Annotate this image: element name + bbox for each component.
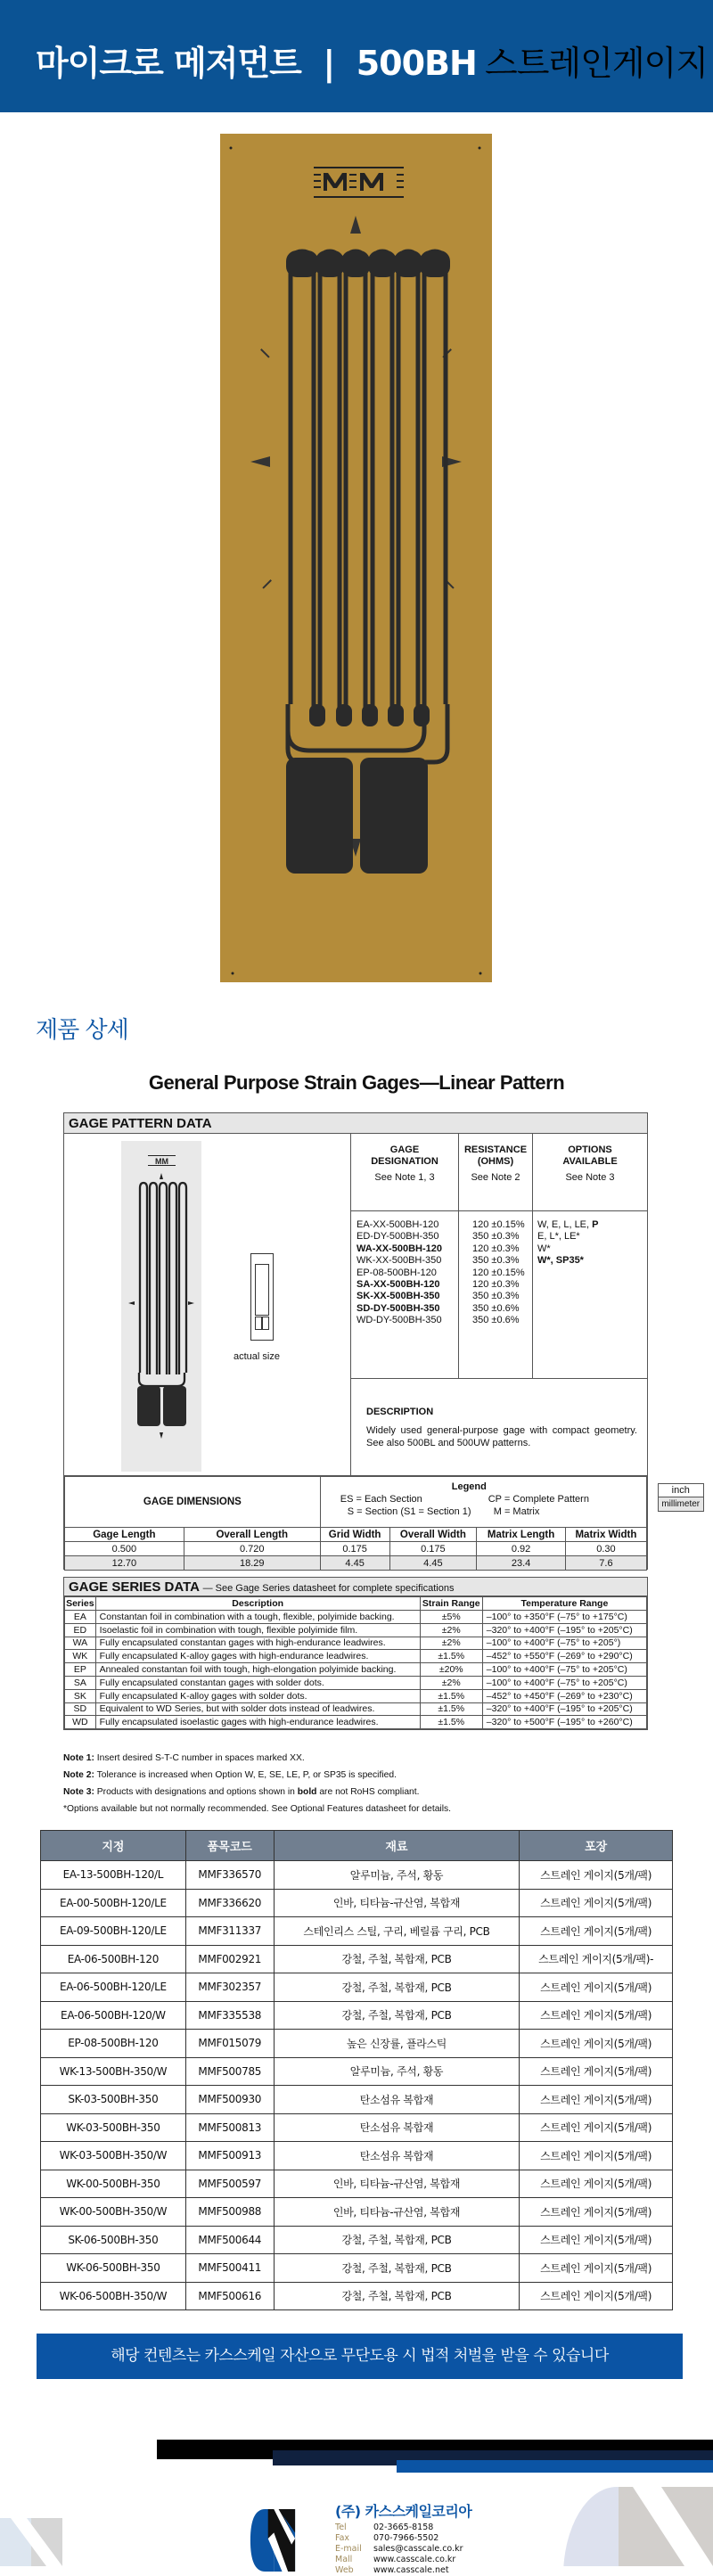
series-description: Fully encapsulated isoelastic gages with high-endurance leadwires.: [95, 1716, 420, 1729]
product-designation: WK-03-500BH-350/W: [41, 2142, 186, 2170]
header-category: 스트레인게이지: [485, 44, 708, 83]
series-description: Fully encapsulated K-alloy gages with solder dots.: [95, 1689, 420, 1702]
temperature-range: –320° to +500°F (–195° to +260°C): [482, 1716, 646, 1729]
company-name: (주) 카스스케일코리아: [335, 2503, 472, 2520]
product-designation: EA-06-500BH-120: [41, 1945, 186, 1973]
product-row: [41, 2226, 673, 2254]
product-row: [41, 2142, 673, 2170]
series-description: Constantan foil in combination with a tough, flexible, polyimide backing.: [95, 1611, 420, 1624]
legend-title: Legend: [451, 1481, 487, 1492]
series-code: SK: [65, 1689, 96, 1702]
resistance-item: 120 ±0.15%: [472, 1219, 525, 1230]
note-text: Insert desired S-T-C number in spaces marked XX.: [94, 1753, 305, 1763]
contact-label: Mall: [335, 2555, 353, 2564]
footer-bar: [397, 2460, 713, 2473]
legend-item: CP = Complete Pattern: [488, 1494, 589, 1505]
note: [63, 1750, 451, 1767]
strain-gauge-image: [220, 134, 492, 982]
product-designation: SK-06-500BH-350: [41, 2226, 186, 2254]
options-bold: W*, SP35*: [537, 1255, 584, 1267]
product-row: [41, 2113, 673, 2142]
product-row: [41, 2057, 673, 2086]
cs-logo-icon: [239, 2509, 307, 2572]
gage-pattern-drawing: [121, 1141, 201, 1472]
note-label: Note 1:: [63, 1753, 94, 1763]
designation-item: SK-XX-500BH-350: [356, 1291, 440, 1302]
series-description: Annealed constantan foil with tough, high-elongation polyimide backing.: [95, 1663, 420, 1677]
designation-item: ED-DY-500BH-350: [356, 1231, 439, 1243]
series-code: EA: [65, 1611, 96, 1624]
contact-label: E-mail: [335, 2544, 362, 2554]
designation-item: EA-XX-500BH-120: [356, 1219, 439, 1230]
watermark-logo-icon: [0, 2518, 62, 2566]
watermark-left: [0, 2518, 62, 2566]
product-material: 스테인리스 스틸, 구리, 베릴륨 구리, PCB: [274, 1917, 520, 1946]
dimension-inch-value: 0.500: [65, 1542, 184, 1556]
series-row: [65, 1702, 647, 1716]
series-row: [65, 1689, 647, 1702]
dimension-mm-value: 4.45: [320, 1556, 389, 1571]
description-heading: DESCRIPTION: [366, 1407, 434, 1417]
product-row: [41, 1861, 673, 1890]
product-packaging: 스트레인 게이지(5개/팩): [520, 2254, 673, 2283]
product-material: 강철, 주철, 복합재, PCB: [274, 2282, 520, 2310]
options-text: E, L*, LE*: [537, 1231, 580, 1243]
options-text: W, E, L, LE,: [537, 1219, 593, 1230]
series-row: [65, 1623, 647, 1637]
legend-item: S = Section (S1 = Section 1): [347, 1506, 471, 1517]
product-packaging: 스트레인 게이지(5개/팩): [520, 2226, 673, 2254]
dimension-header: Matrix Width: [565, 1528, 646, 1542]
product-code: MMF500930: [185, 2086, 274, 2114]
gage-series-data: [63, 1577, 648, 1730]
dimension-header: Matrix Length: [477, 1528, 566, 1542]
solder-tab-right: [360, 758, 428, 874]
product-row: [41, 2198, 673, 2227]
note: [63, 1801, 451, 1817]
product-code: MMF500785: [185, 2057, 274, 2086]
options-bold: P: [592, 1219, 599, 1230]
series-row: [65, 1650, 647, 1663]
product-row: [41, 2086, 673, 2114]
solder-tab-left: [286, 758, 353, 874]
product-packaging: 스트레인 게이지(5개/팩): [520, 2057, 673, 2086]
product-packaging: 스트레인 게이지(5개/팩): [520, 1917, 673, 1946]
unit-mm: millimeter: [659, 1497, 703, 1511]
product-code: MMF302357: [185, 1973, 274, 2002]
product-material: 인바, 티타늄-규산염, 복합재: [274, 2170, 520, 2198]
options-item: [537, 1243, 646, 1255]
product-packaging: 스트레인 게이지(5개/팩): [520, 1861, 673, 1890]
product-code: MMF002921: [185, 1945, 274, 1973]
series-code: SA: [65, 1676, 96, 1689]
resistance-item: 350 ±0.3%: [472, 1231, 520, 1243]
actual-size-outline: [250, 1253, 274, 1341]
note-label: Note 3:: [63, 1787, 94, 1797]
company-logo: [239, 2509, 307, 2572]
contact-row: [335, 2565, 463, 2576]
unit-key: [658, 1483, 704, 1512]
product-column-header: 지정: [41, 1831, 186, 1861]
dimension-mm-value: 12.70: [65, 1556, 184, 1571]
product-packaging: 스트레인 게이지(5개/팩): [520, 2001, 673, 2030]
note-tail: are not RoHS compliant.: [316, 1787, 420, 1797]
product-designation: EP-08-500BH-120: [41, 2030, 186, 2058]
product-material: 강철, 주철, 복합재, PCB: [274, 1973, 520, 2002]
temperature-range: –320° to +400°F (–195° to +205°C): [482, 1702, 646, 1716]
col-header-line: OPTIONS: [568, 1144, 612, 1155]
product-material: 강철, 주철, 복합재, PCB: [274, 2254, 520, 2283]
series-heading-row: [64, 1578, 647, 1596]
series-row: [65, 1676, 647, 1689]
col-header-line: GAGE: [389, 1144, 420, 1155]
product-row: [41, 2170, 673, 2198]
col-header-options: [533, 1144, 647, 1184]
product-packaging: 스트레인 게이지(5개/팩): [520, 1889, 673, 1917]
contact-row: [335, 2555, 463, 2565]
contact-value[interactable]: www.casscale.co.kr: [373, 2555, 456, 2564]
series-code: EP: [65, 1663, 96, 1677]
product-designation: WK-13-500BH-350/W: [41, 2057, 186, 2086]
resistance-item: 350 ±0.3%: [472, 1291, 520, 1302]
col-header-note: See Note 1, 3: [374, 1172, 435, 1183]
strain-range: ±20%: [420, 1663, 482, 1677]
col-header-line: DESIGNATION: [371, 1156, 438, 1167]
series-subheading: — See Gage Series datasheet for complete specifications: [202, 1583, 455, 1594]
watermark-logo-icon: [563, 2487, 713, 2566]
resistance-item: 120 ±0.3%: [472, 1279, 520, 1291]
section-title: 제품 상세: [36, 1017, 128, 1044]
contact-row: [335, 2523, 463, 2533]
product-designation: WK-00-500BH-350/W: [41, 2198, 186, 2227]
product-designation: SK-03-500BH-350: [41, 2086, 186, 2114]
designation-item: SA-XX-500BH-120: [356, 1279, 440, 1291]
temperature-range: –452° to +450°F (–269° to +230°C): [482, 1689, 646, 1702]
designation-item: SD-DY-500BH-350: [356, 1302, 440, 1314]
dimension-inch-value: 0.175: [320, 1542, 389, 1556]
product-designation: EA-09-500BH-120/LE: [41, 1917, 186, 1946]
gage-dimensions: [63, 1476, 701, 1570]
contact-value[interactable]: sales@casscale.co.kr: [373, 2544, 463, 2554]
designation-item: WK-XX-500BH-350: [356, 1255, 442, 1267]
product-row: [41, 2001, 673, 2030]
resistance-list: [472, 1219, 531, 1327]
note-text: *Options available but not normally recommended. See Optional Features datasheet for details.: [63, 1804, 452, 1814]
product-row: [41, 1973, 673, 2002]
product-code: MMF335538: [185, 2001, 274, 2030]
dimension-inch-value: 0.30: [565, 1542, 646, 1556]
product-material: 탄소섬유 복합재: [274, 2086, 520, 2114]
note-label: Note 2:: [63, 1770, 94, 1780]
dimension-mm-value: 23.4: [477, 1556, 566, 1571]
product-designation: EA-06-500BH-120/W: [41, 2001, 186, 2030]
resistance-item: 350 ±0.6%: [472, 1315, 520, 1326]
col-header-line: (OHMS): [477, 1156, 514, 1167]
company-contacts: [335, 2523, 463, 2576]
product-material: 강철, 주철, 복합재, PCB: [274, 1945, 520, 1973]
product-row: [41, 2282, 673, 2310]
note-text: Tolerance is increased when Option W, E, SE, LE, P, or SP35 is specified.: [94, 1770, 397, 1780]
product-code: MMF311337: [185, 1917, 274, 1946]
series-code: ED: [65, 1623, 96, 1637]
strain-range: ±5%: [420, 1611, 482, 1624]
product-row: [41, 1945, 673, 1973]
product-packaging: 스트레인 게이지(5개/팩): [520, 2170, 673, 2198]
note: [63, 1767, 451, 1784]
col-header-line: RESISTANCE: [463, 1144, 528, 1155]
temperature-range: –100° to +400°F (–75° to +205°C): [482, 1676, 646, 1689]
strain-range: ±1.5%: [420, 1650, 482, 1663]
options-list: [537, 1219, 646, 1267]
product-designation: WK-06-500BH-350/W: [41, 2282, 186, 2310]
watermark-right: [563, 2487, 713, 2566]
divider: [351, 1210, 648, 1211]
contact-row: [335, 2544, 463, 2555]
resistance-item: 350 ±0.3%: [472, 1255, 520, 1267]
series-code: WA: [65, 1637, 96, 1650]
product-packaging: 스트레인 게이지(5개/팩): [520, 2142, 673, 2170]
contact-label: Web: [335, 2565, 354, 2575]
gage-pattern-photo: [121, 1141, 201, 1472]
product-code: MMF500813: [185, 2113, 274, 2142]
product-material: 탄소섬유 복합재: [274, 2142, 520, 2170]
contact-value: 070-7966-5502: [373, 2533, 439, 2543]
dimension-header: Overall Width: [389, 1528, 477, 1542]
col-header-line: AVAILABLE: [562, 1156, 618, 1167]
product-code: MMF500988: [185, 2198, 274, 2227]
product-packaging: 스트레인 게이지(5개/팩): [520, 2282, 673, 2310]
resistance-item: 120 ±0.3%: [472, 1243, 520, 1254]
product-packaging: 스트레인 게이지(5개/팩): [520, 1973, 673, 2002]
designation-item: EP-08-500BH-120: [356, 1267, 437, 1278]
unit-inch: inch: [659, 1484, 703, 1497]
note: [63, 1784, 451, 1801]
series-column-header: Strain Range: [420, 1597, 482, 1611]
product-packaging: 스트레인 게이지(5개/팩): [520, 2113, 673, 2142]
temperature-range: –320° to +400°F (–195° to +205°C): [482, 1623, 646, 1637]
options-item: [537, 1255, 646, 1267]
temperature-range: –100° to +400°F (–75° to +205°): [482, 1637, 646, 1650]
product-designation: WK-06-500BH-350: [41, 2254, 186, 2283]
product-designation: WK-00-500BH-350: [41, 2170, 186, 2198]
product-designation: EA-06-500BH-120/LE: [41, 1973, 186, 2002]
legend-item: ES = Each Section: [340, 1494, 422, 1505]
product-row: [41, 2030, 673, 2058]
dimension-header: Grid Width: [320, 1528, 389, 1542]
product-designation: EA-00-500BH-120/LE: [41, 1889, 186, 1917]
series-code: WK: [65, 1650, 96, 1663]
product-material: 강철, 주철, 복합재, PCB: [274, 2226, 520, 2254]
options-item: [537, 1231, 646, 1243]
strain-range: ±2%: [420, 1623, 482, 1637]
col-header-designation: [351, 1144, 458, 1184]
product-material: 인바, 티타늄-규산염, 복합재: [274, 1889, 520, 1917]
copyright-banner: 해당 컨텐츠는 카스스케일 자산으로 무단도용 시 법적 처벌을 받을 수 있습니다: [37, 2334, 683, 2379]
product-packaging: 스트레인 게이지(5개/팩): [520, 2030, 673, 2058]
series-code: WD: [65, 1716, 96, 1729]
dimension-header: Overall Length: [184, 1528, 320, 1542]
product-designation: WK-03-500BH-350: [41, 2113, 186, 2142]
product-material: 탄소섬유 복합재: [274, 2113, 520, 2142]
contact-label: Tel: [335, 2523, 347, 2532]
series-row: [65, 1611, 647, 1624]
product-code: MMF500597: [185, 2170, 274, 2198]
gage-logo-text: MM: [155, 1157, 168, 1166]
dimensions-heading: GAGE DIMENSIONS: [65, 1477, 321, 1528]
product-column-header: 품목코드: [185, 1831, 274, 1861]
dimension-inch-value: 0.720: [184, 1542, 320, 1556]
dimension-mm-value: 4.45: [389, 1556, 477, 1571]
product-table: [40, 1830, 673, 2310]
series-description: Fully encapsulated constantan gages with high-endurance leadwires.: [95, 1637, 420, 1650]
product-code: MMF500644: [185, 2226, 274, 2254]
product-row: [41, 1889, 673, 1917]
product-code: MMF015079: [185, 2030, 274, 2058]
series-description: Equivalent to WD Series, but with solder dots instead of leadwires.: [95, 1702, 420, 1716]
series-row: [65, 1663, 647, 1677]
series-row: [65, 1716, 647, 1729]
product-code: MMF336620: [185, 1889, 274, 1917]
col-header-note: See Note 3: [565, 1172, 615, 1183]
contact-value: 02-3665-8158: [373, 2523, 434, 2532]
product-packaging: 스트레인 게이지(5개/팩): [520, 2086, 673, 2114]
product-code: MMF500913: [185, 2142, 274, 2170]
contact-value[interactable]: www.casscale.net: [373, 2565, 449, 2575]
dimension-header: Gage Length: [65, 1528, 184, 1542]
series-column-header: Series: [66, 1598, 94, 1609]
series-column-header: Temperature Range: [482, 1597, 646, 1611]
designation-item: WD-DY-500BH-350: [356, 1315, 442, 1326]
series-code: SD: [65, 1702, 96, 1716]
strain-range: ±1.5%: [420, 1716, 482, 1729]
product-code: MMF336570: [185, 1861, 274, 1890]
dimension-mm-value: 7.6: [565, 1556, 646, 1571]
series-row: [65, 1637, 647, 1650]
datasheet-title: General Purpose Strain Gages—Linear Pattern: [148, 1071, 565, 1094]
divider: [351, 1378, 648, 1379]
resistance-item: 350 ±0.6%: [472, 1302, 520, 1314]
product-column-header: 포장: [520, 1831, 673, 1861]
temperature-range: –100° to +350°F (–75° to +175°C): [482, 1611, 646, 1624]
description-text: Widely used general-purpose gage with compact geometry. See also 500BL and 500UW patterns.: [366, 1425, 637, 1448]
actual-size-label: actual size: [234, 1351, 280, 1362]
product-material: 알루미늄, 주석, 황동: [274, 1861, 520, 1890]
product-material: 강철, 주철, 복합재, PCB: [274, 2001, 520, 2030]
product-row: [41, 1917, 673, 1946]
product-code: MMF500411: [185, 2254, 274, 2283]
contact-row: [335, 2533, 463, 2544]
header-title: 마이크로 메저먼트 | 500BH: [36, 44, 477, 83]
strain-range: ±1.5%: [420, 1689, 482, 1702]
resistance-item: 120 ±0.15%: [472, 1267, 525, 1278]
series-column-header: Description: [95, 1597, 420, 1611]
series-description: Fully encapsulated constantan gages with solder dots.: [95, 1676, 420, 1689]
notes: [63, 1750, 451, 1817]
divider: [350, 1134, 351, 1476]
product-column-header: 재료: [274, 1831, 520, 1861]
series-description: Fully encapsulated K-alloy gages with high-endurance leadwires.: [95, 1650, 420, 1663]
dimension-mm-value: 18.29: [184, 1556, 320, 1571]
legend-cell: [320, 1477, 701, 1528]
temperature-range: –100° to +400°F (–75° to +205°C): [482, 1663, 646, 1677]
product-material: 높은 신장률, 플라스틱: [274, 2030, 520, 2058]
col-header-note: See Note 2: [471, 1172, 520, 1183]
product-material: 알루미늄, 주석, 황동: [274, 2057, 520, 2086]
designation-list: [356, 1219, 456, 1327]
temperature-range: –452° to +550°F (–269° to +290°C): [482, 1650, 646, 1663]
product-packaging: 스트레인 게이지(5개/팩): [520, 2198, 673, 2227]
product-designation: EA-13-500BH-120/L: [41, 1861, 186, 1890]
legend-item: M = Matrix: [493, 1506, 540, 1517]
product-packaging: 스트레인 게이지(5개/팩)-: [520, 1945, 673, 1973]
product-code: MMF500616: [185, 2282, 274, 2310]
gage-pattern-heading: GAGE PATTERN DATA: [64, 1113, 647, 1134]
product-row: [41, 2254, 673, 2283]
product-material: 인바, 티타늄-규산염, 복합재: [274, 2198, 520, 2227]
contact-label: Fax: [335, 2533, 350, 2543]
note-bold: bold: [297, 1787, 317, 1797]
options-text: W*: [537, 1243, 551, 1254]
designation-item: WA-XX-500BH-120: [356, 1243, 442, 1254]
strain-range: ±1.5%: [420, 1702, 482, 1716]
dimension-inch-value: 0.92: [477, 1542, 566, 1556]
col-header-resistance: [459, 1144, 532, 1184]
series-heading: GAGE SERIES DATA: [69, 1579, 200, 1595]
options-item: [537, 1219, 646, 1231]
dimension-inch-value: 0.175: [389, 1542, 477, 1556]
strain-range: ±2%: [420, 1676, 482, 1689]
strain-gauge-drawing: [220, 134, 492, 982]
series-description: Isoelastic foil in combination with tough, flexible polyimide film.: [95, 1623, 420, 1637]
note-text: Products with designations and options shown in: [94, 1787, 298, 1797]
strain-range: ±2%: [420, 1637, 482, 1650]
